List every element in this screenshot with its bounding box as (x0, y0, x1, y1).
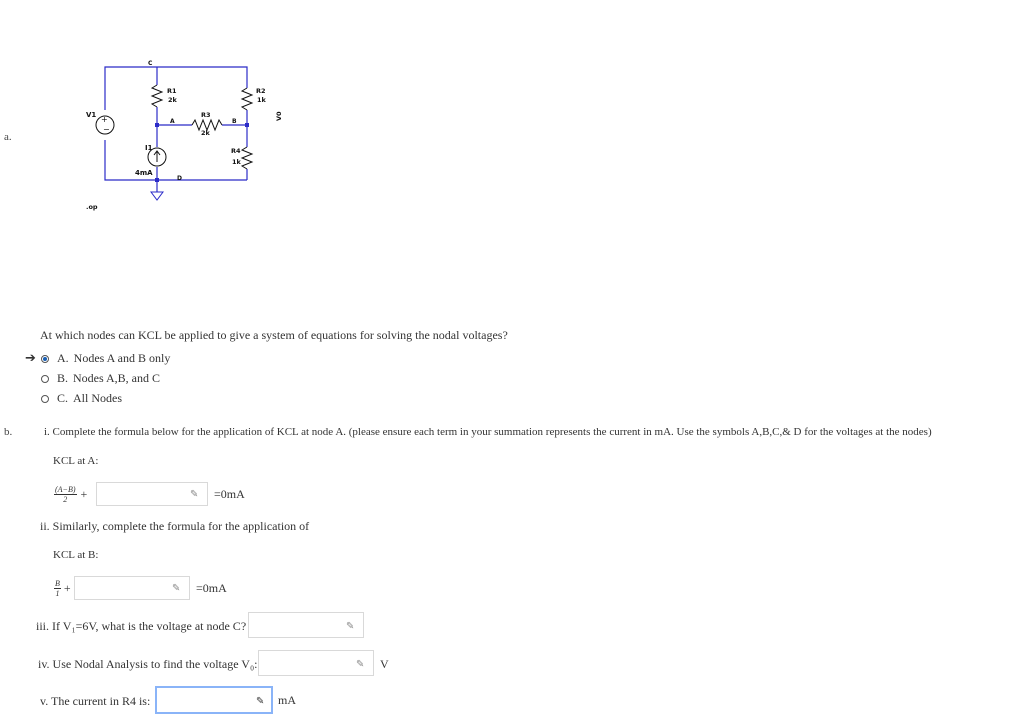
op-directive: .op (86, 203, 98, 211)
part-a-label: a. (4, 131, 12, 143)
node-a-label: A (170, 118, 175, 125)
node-c-label: C (148, 60, 153, 67)
i1-label: I1 (145, 144, 153, 152)
r1-value: 2k (168, 96, 177, 104)
part-b-label: b. (4, 426, 13, 438)
pencil-icon[interactable]: ✎ (356, 659, 365, 670)
arrow-right-icon: ➔ (25, 351, 36, 366)
option-b-text: Nodes A,B, and C (73, 371, 161, 385)
r3-value: 2k (201, 129, 210, 137)
kcl-a-suffix: =0mA (214, 487, 245, 501)
resistor-r2 (242, 88, 252, 110)
pencil-icon[interactable]: ✎ (172, 583, 181, 594)
option-a-letter: A. (57, 351, 69, 365)
r2-name: R2 (256, 87, 266, 95)
question-iii: iii. If V₁=6V, what is the voltage at node C? (36, 619, 247, 633)
pencil-icon[interactable]: ✎ (346, 621, 355, 632)
option-b-letter: B. (57, 371, 69, 385)
kcl-a-fraction: $\frac{(A-B)}{2}$ (55, 485, 76, 504)
question-iv: iv. Use Nodal Analysis to find the voltage V₀: (38, 657, 258, 671)
radio-option-c[interactable] (41, 395, 49, 403)
option-b[interactable] (25, 371, 160, 386)
plus-sign: + (80, 487, 88, 501)
r2-value: 1k (257, 96, 266, 104)
r4-value: 1k (232, 158, 241, 166)
plus-sign: + (63, 581, 71, 595)
question-ii: ii. Similarly, complete the formula for the application of (40, 519, 310, 533)
v0-unit: V (380, 657, 389, 671)
kcl-b-suffix: =0mA (196, 581, 227, 595)
pencil-icon[interactable]: ✎ (190, 489, 199, 500)
resistor-r1 (152, 85, 162, 107)
node-d-label: D (177, 175, 182, 182)
r4-name: R4 (231, 147, 241, 155)
question-i: i. Complete the formula below for the application of KCL at node A. (please ensure each term in your summation represents the current in mA. Use the symbols A,B,C,& D for the voltages at the nodes) (44, 426, 932, 438)
svg-text:+: + (101, 115, 108, 124)
kcl-b-formula (54, 579, 71, 598)
r1-name: R1 (167, 87, 177, 95)
r4-current-unit: mA (278, 693, 296, 707)
question-v: v. The current in R4 is: (40, 694, 151, 708)
kcl-b-label: KCL at B: (53, 549, 99, 561)
pencil-icon[interactable]: ✎ (256, 696, 265, 707)
i1-value-label: 4mA (135, 169, 153, 177)
node-b-label: B (232, 118, 237, 125)
option-c[interactable] (25, 391, 122, 406)
probe-label: V0 (275, 111, 283, 121)
svg-text:−: − (103, 125, 110, 134)
circuit-schematic (80, 55, 290, 215)
option-a-text: Nodes A and B only (73, 351, 171, 365)
option-c-text: All Nodes (73, 391, 123, 405)
part-a-question: At which nodes can KCL be applied to give a system of equations for solving the nodal voltages? (40, 328, 508, 342)
kcl-b-fraction: $\frac{B}{1}$ (55, 579, 60, 598)
option-c-letter: C. (57, 391, 69, 405)
kcl-a-formula (54, 485, 87, 504)
ground-icon (151, 192, 163, 200)
option-a[interactable] (25, 351, 170, 366)
resistor-r4 (242, 147, 252, 169)
radio-option-b[interactable] (41, 375, 49, 383)
r3-name: R3 (201, 111, 211, 119)
kcl-a-label: KCL at A: (53, 455, 99, 467)
v1-label: V1 (86, 111, 97, 119)
radio-option-a[interactable] (41, 355, 49, 363)
